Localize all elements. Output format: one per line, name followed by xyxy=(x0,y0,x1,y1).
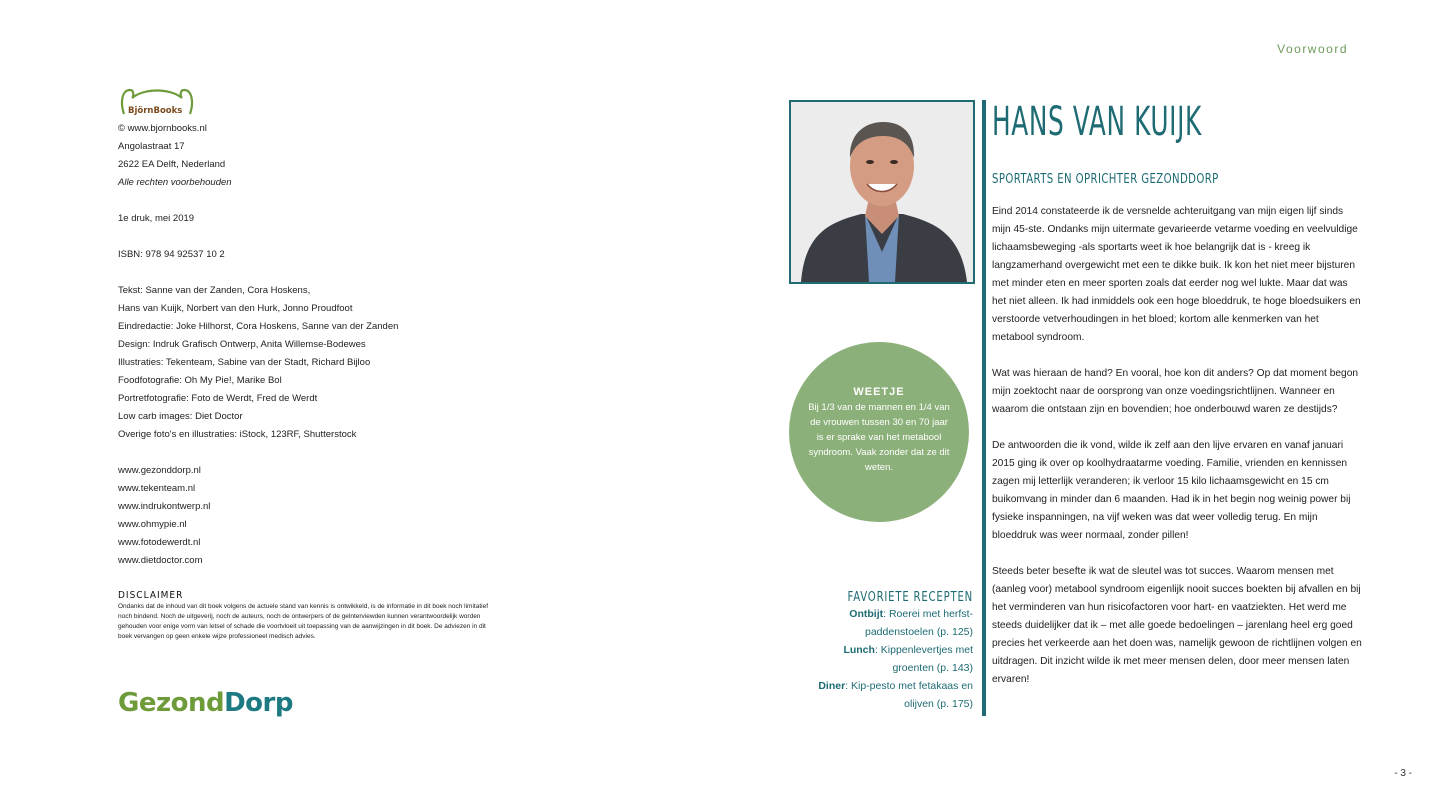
favorite-recipe-item xyxy=(803,677,973,713)
portrait-photo xyxy=(789,100,975,284)
credit-line: Low carb images: Diet Doctor xyxy=(118,411,243,422)
author-name: HANS VAN KUIJK xyxy=(992,99,1202,145)
colophon-line: Angolastraat 17 xyxy=(118,141,185,152)
article xyxy=(992,100,1362,707)
credit-line: Hans van Kuijk, Norbert van den Hurk, Jonno Proudfoot xyxy=(118,303,353,314)
recipe-text: : Roerei met herfst- paddenstoelen (p. 125) xyxy=(865,608,973,638)
bjornbooks-logo-text: BjörnBooks xyxy=(128,106,183,116)
favorite-recipe-item xyxy=(803,605,973,641)
website-link[interactable]: www.ohmypie.nl xyxy=(118,519,187,530)
weetje-title: WEETJE xyxy=(853,386,905,398)
recipe-text: : Kippenlevertjes met groenten (p. 143) xyxy=(874,644,973,674)
credit-line: Design: Indruk Grafisch Ontwerp, Anita Willemse-Bodewes xyxy=(118,339,366,350)
recipe-label: Lunch xyxy=(843,644,875,656)
credit-line: Portretfotografie: Foto de Werdt, Fred de Werdt xyxy=(118,393,318,404)
bjornbooks-logo xyxy=(118,84,198,124)
website-link[interactable]: www.gezonddorp.nl xyxy=(118,465,201,476)
weetje-circle xyxy=(789,342,969,522)
colophon-line: 2622 EA Delft, Nederland xyxy=(118,159,226,170)
page-number: - 3 - xyxy=(1394,768,1412,779)
colophon xyxy=(118,120,498,570)
favorite-recipes-title: FAVORIETE RECEPTEN xyxy=(847,590,973,605)
article-paragraph: Wat was hieraan de hand? En vooral, hoe kon dit anders? Op dat moment begon mijn zoektocht naar de oorsprong van onze voedingsrichtlijnen. Wanneer en waarom die ontstaan zijn en bovendien; hoe onderbouwd waren ze destijds? xyxy=(992,368,1359,415)
disclaimer-title: DISCLAIMER xyxy=(118,590,184,601)
gezonddorp-logo xyxy=(118,688,293,718)
article-body xyxy=(992,203,1362,689)
vertical-divider xyxy=(982,100,986,716)
favorite-recipes xyxy=(803,590,973,713)
credit-line: Eindredactie: Joke Hilhorst, Cora Hoskens, Sanne van der Zanden xyxy=(118,321,399,332)
isbn: ISBN: 978 94 92537 10 2 xyxy=(118,249,225,260)
favorite-recipe-item xyxy=(803,641,973,677)
website-link[interactable]: www.fotodewerdt.nl xyxy=(118,537,201,548)
recipe-label: Ontbijt xyxy=(849,608,884,620)
disclaimer-text: Ondanks dat de inhoud van dit boek volgens de actuele stand van kennis is ontwikkeld, is de informatie in dit boek noch limitatief noch bindend. Noch de uitgeverij, noch de auteurs, noch de ontwerpers of de gelnterviewden kunnen verantwoordelijk worden gehouden voor enige vorm van letsel of schade die voortvloeit uit toepassing van de aanwijzingen in dit boek. De adviezen in dit boek vervangen op geen enkele wijze professioneel medisch advies. xyxy=(118,603,488,640)
credit-line: Illustraties: Tekenteam, Sabine van der Stadt, Richard Bijloo xyxy=(118,357,371,368)
website-link[interactable]: www.indrukontwerp.nl xyxy=(118,501,211,512)
credit-line: Foodfotografie: Oh My Pie!, Marike Bol xyxy=(118,375,282,386)
colophon-line: Alle rechten voorbehouden xyxy=(118,177,232,188)
colophon-line: © www.bjornbooks.nl xyxy=(118,123,207,134)
article-paragraph: Steeds beter besefte ik wat de sleutel was tot succes. Waarom mensen met (aanleg voor) metabool syndroom eigenlijk nooit succes boekten bij afvallen en bij het verminderen van hun risicofactoren voor hart- en vaatziekten. Het werd me steeds duidelijker dat ik – met alle goede bedoelingen – jarenlang heel erg goed precies het verkeerde aan het doen was, namelijk gewoon de richtlijnen volgen en uitdragen. Dit inzicht wilde ik met meer mensen delen, door meer mensen laten ervaren! xyxy=(992,566,1362,685)
website-link[interactable]: www.tekenteam.nl xyxy=(118,483,196,494)
article-paragraph: De antwoorden die ik vond, wilde ik zelf aan den lijve ervaren en vanaf januari 2015 ging ik over op koolhydraatarme voeding. Familie, vrienden en kennissen zagen mij letterlijk veranderen; ik verloor 15 kilo lichaamsgewicht en 15 cm buikomvang in minder dan 6 maanden. Had ik in het begin nog weinig power bij fysieke inspanningen, na vijf weken was dat weer volledig terug. En mijn bloeddruk was weer normaal, zonder pillen! xyxy=(992,440,1351,541)
colophon-column xyxy=(118,84,498,642)
gezonddorp-logo-part2: Dorp xyxy=(224,688,293,718)
section-label: Voorwoord xyxy=(1277,42,1348,56)
weetje-text: Bij 1/3 van de mannen en 1/4 van de vrouwen tussen 30 en 70 jaar is er sprake van het metabool syndroom. Vaak zonder dat ze dit weten. xyxy=(808,402,950,473)
recipe-label: Diner xyxy=(818,680,846,692)
website-link[interactable]: www.dietdoctor.com xyxy=(118,555,203,566)
edition: 1e druk, mei 2019 xyxy=(118,213,195,224)
gezonddorp-logo-part1: Gezond xyxy=(118,688,225,718)
article-paragraph: Eind 2014 constateerde ik de versnelde achteruitgang van mijn eigen lijf sinds mijn 45-ste. Ondanks mijn uitermate gevarieerde vetarme voeding en veelvuldige lichaamsbeweging -als sportarts weet ik hoe belangrijk dat is - kreeg ik langzamerhand overgewicht met een te dikke buik. Ik kon het niet meer bijsturen met minder eten en meer sporten zoals dat eerder nog wel lukte. Maar dat was het niet alleen. Ik had inmiddels ook een hoge bloeddruk, te hoge bloedsuikers en verstoorde vetverhoudingen in het bloed; kortom alle kenmerken van het metabool syndroom. xyxy=(992,206,1361,343)
credit-line: Overige foto's en illustraties: iStock, 123RF, Shutterstock xyxy=(118,429,357,440)
recipe-text: : Kip-pesto met fetakaas en olijven (p. 175) xyxy=(845,680,973,710)
author-subtitle: SPORTARTS EN OPRICHTER GEZONDDORP xyxy=(992,172,1219,187)
credit-line: Tekst: Sanne van der Zanden, Cora Hoskens, xyxy=(118,285,311,296)
